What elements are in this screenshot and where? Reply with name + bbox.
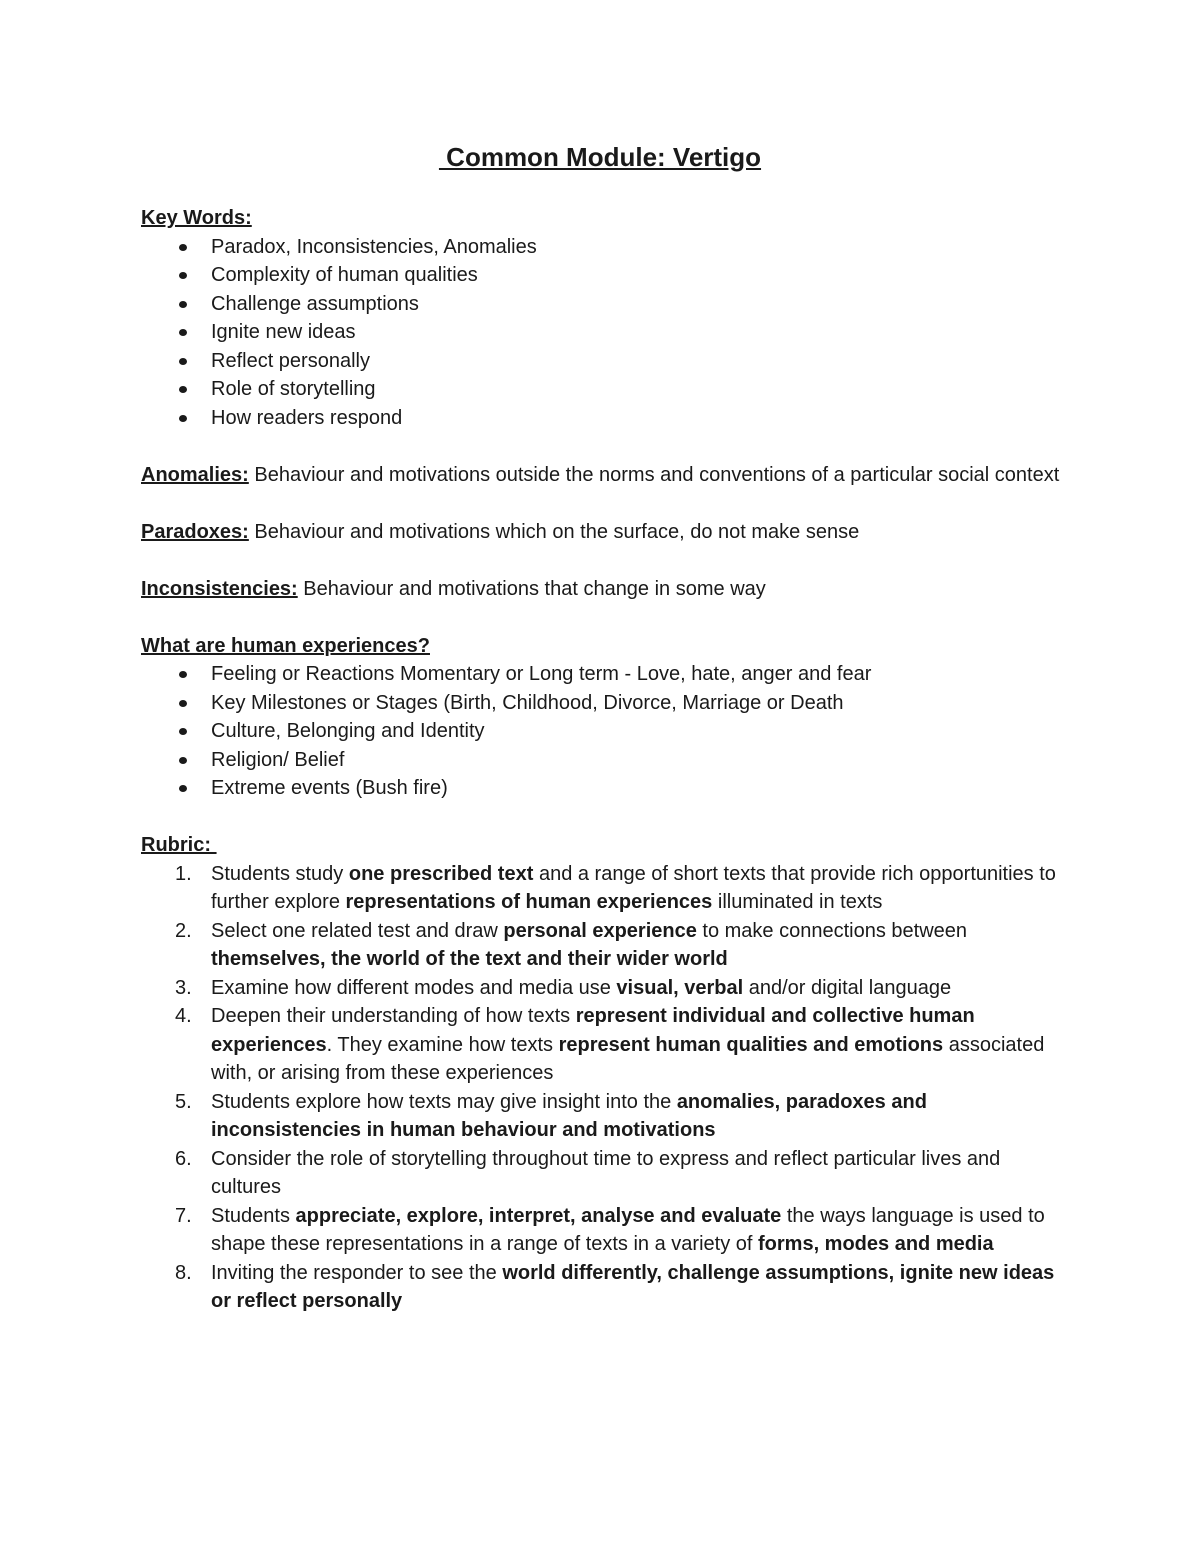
definition-paradoxes: Paradoxes: Behaviour and motivations which on the surface, do not make sense — [141, 520, 860, 543]
bullet-icon — [179, 757, 187, 764]
key-words-list — [141, 233, 1061, 433]
list-item: How readers respond — [141, 404, 1061, 433]
rubric-list — [141, 860, 1061, 1316]
rubric-item: 1. Students study one prescribed text and a range of short texts that provide rich opportunities to further explore representations of human experiences illuminated in texts — [175, 862, 1056, 913]
bullet-icon — [179, 386, 187, 393]
list-item: Culture, Belonging and Identity — [141, 717, 1061, 746]
bullet-icon — [179, 785, 187, 792]
rubric-item: 6. Consider the role of storytelling throughout time to express and reflect particular lives and cultures — [175, 1147, 1001, 1198]
bullet-icon — [179, 415, 187, 422]
list-item: Challenge assumptions — [141, 290, 1061, 319]
rubric-item: 7. Students appreciate, explore, interpret, analyse and evaluate the ways language is used to shape these representations in a range of texts in a variety of forms, modes and media — [175, 1204, 1045, 1255]
bullet-icon — [179, 358, 187, 365]
bullet-icon — [179, 329, 187, 336]
list-item: Extreme events (Bush fire) — [141, 774, 1061, 803]
bullet-icon — [179, 728, 187, 735]
rubric-item: 8. Inviting the responder to see the world differently, challenge assumptions, ignite new ideas or reflect personally — [175, 1261, 1055, 1312]
rubric-item: 5. Students explore how texts may give insight into the anomalies, paradoxes and inconsistencies in human behaviour and motivations — [175, 1090, 927, 1141]
rubric-item: 2. Select one related test and draw personal experience to make connections between themselves, the world of the text and their wider world — [175, 919, 968, 970]
document-body — [141, 204, 1061, 1316]
list-item: Religion/ Belief — [141, 746, 1061, 775]
rubric-heading: Rubric: — [141, 834, 217, 856]
list-item: Feeling or Reactions Momentary or Long term - Love, hate, anger and fear — [141, 660, 1061, 689]
bullet-icon — [179, 272, 187, 279]
list-item: Complexity of human qualities — [141, 261, 1061, 290]
list-item: Role of storytelling — [141, 375, 1061, 404]
list-item: Key Milestones or Stages (Birth, Childhood, Divorce, Marriage or Death — [141, 689, 1061, 718]
bullet-icon — [179, 301, 187, 308]
key-words-heading: Key Words: — [141, 207, 252, 229]
human-experiences-list — [141, 660, 1061, 803]
human-experiences-heading: What are human experiences? — [141, 634, 430, 657]
bullet-icon — [179, 244, 187, 251]
bullet-icon — [179, 700, 187, 707]
page-title: Common Module: Vertigo — [438, 142, 762, 172]
rubric-item: 3. Examine how different modes and media use visual, verbal and/or digital language — [175, 976, 952, 999]
bullet-icon — [179, 671, 187, 678]
list-item: Reflect personally — [141, 347, 1061, 376]
list-item: Paradox, Inconsistencies, Anomalies — [141, 233, 1061, 262]
definition-anomalies: Anomalies: Behaviour and motivations outside the norms and conventions of a particular social context — [141, 463, 1060, 486]
rubric-item: 4. Deepen their understanding of how texts represent individual and collective human experiences. They examine how texts represent human qualities and emotions associated with, or arising from these experiences — [175, 1005, 1045, 1084]
list-item: Ignite new ideas — [141, 318, 1061, 347]
definition-inconsistencies: Inconsistencies: Behaviour and motivations that change in some way — [141, 577, 766, 600]
